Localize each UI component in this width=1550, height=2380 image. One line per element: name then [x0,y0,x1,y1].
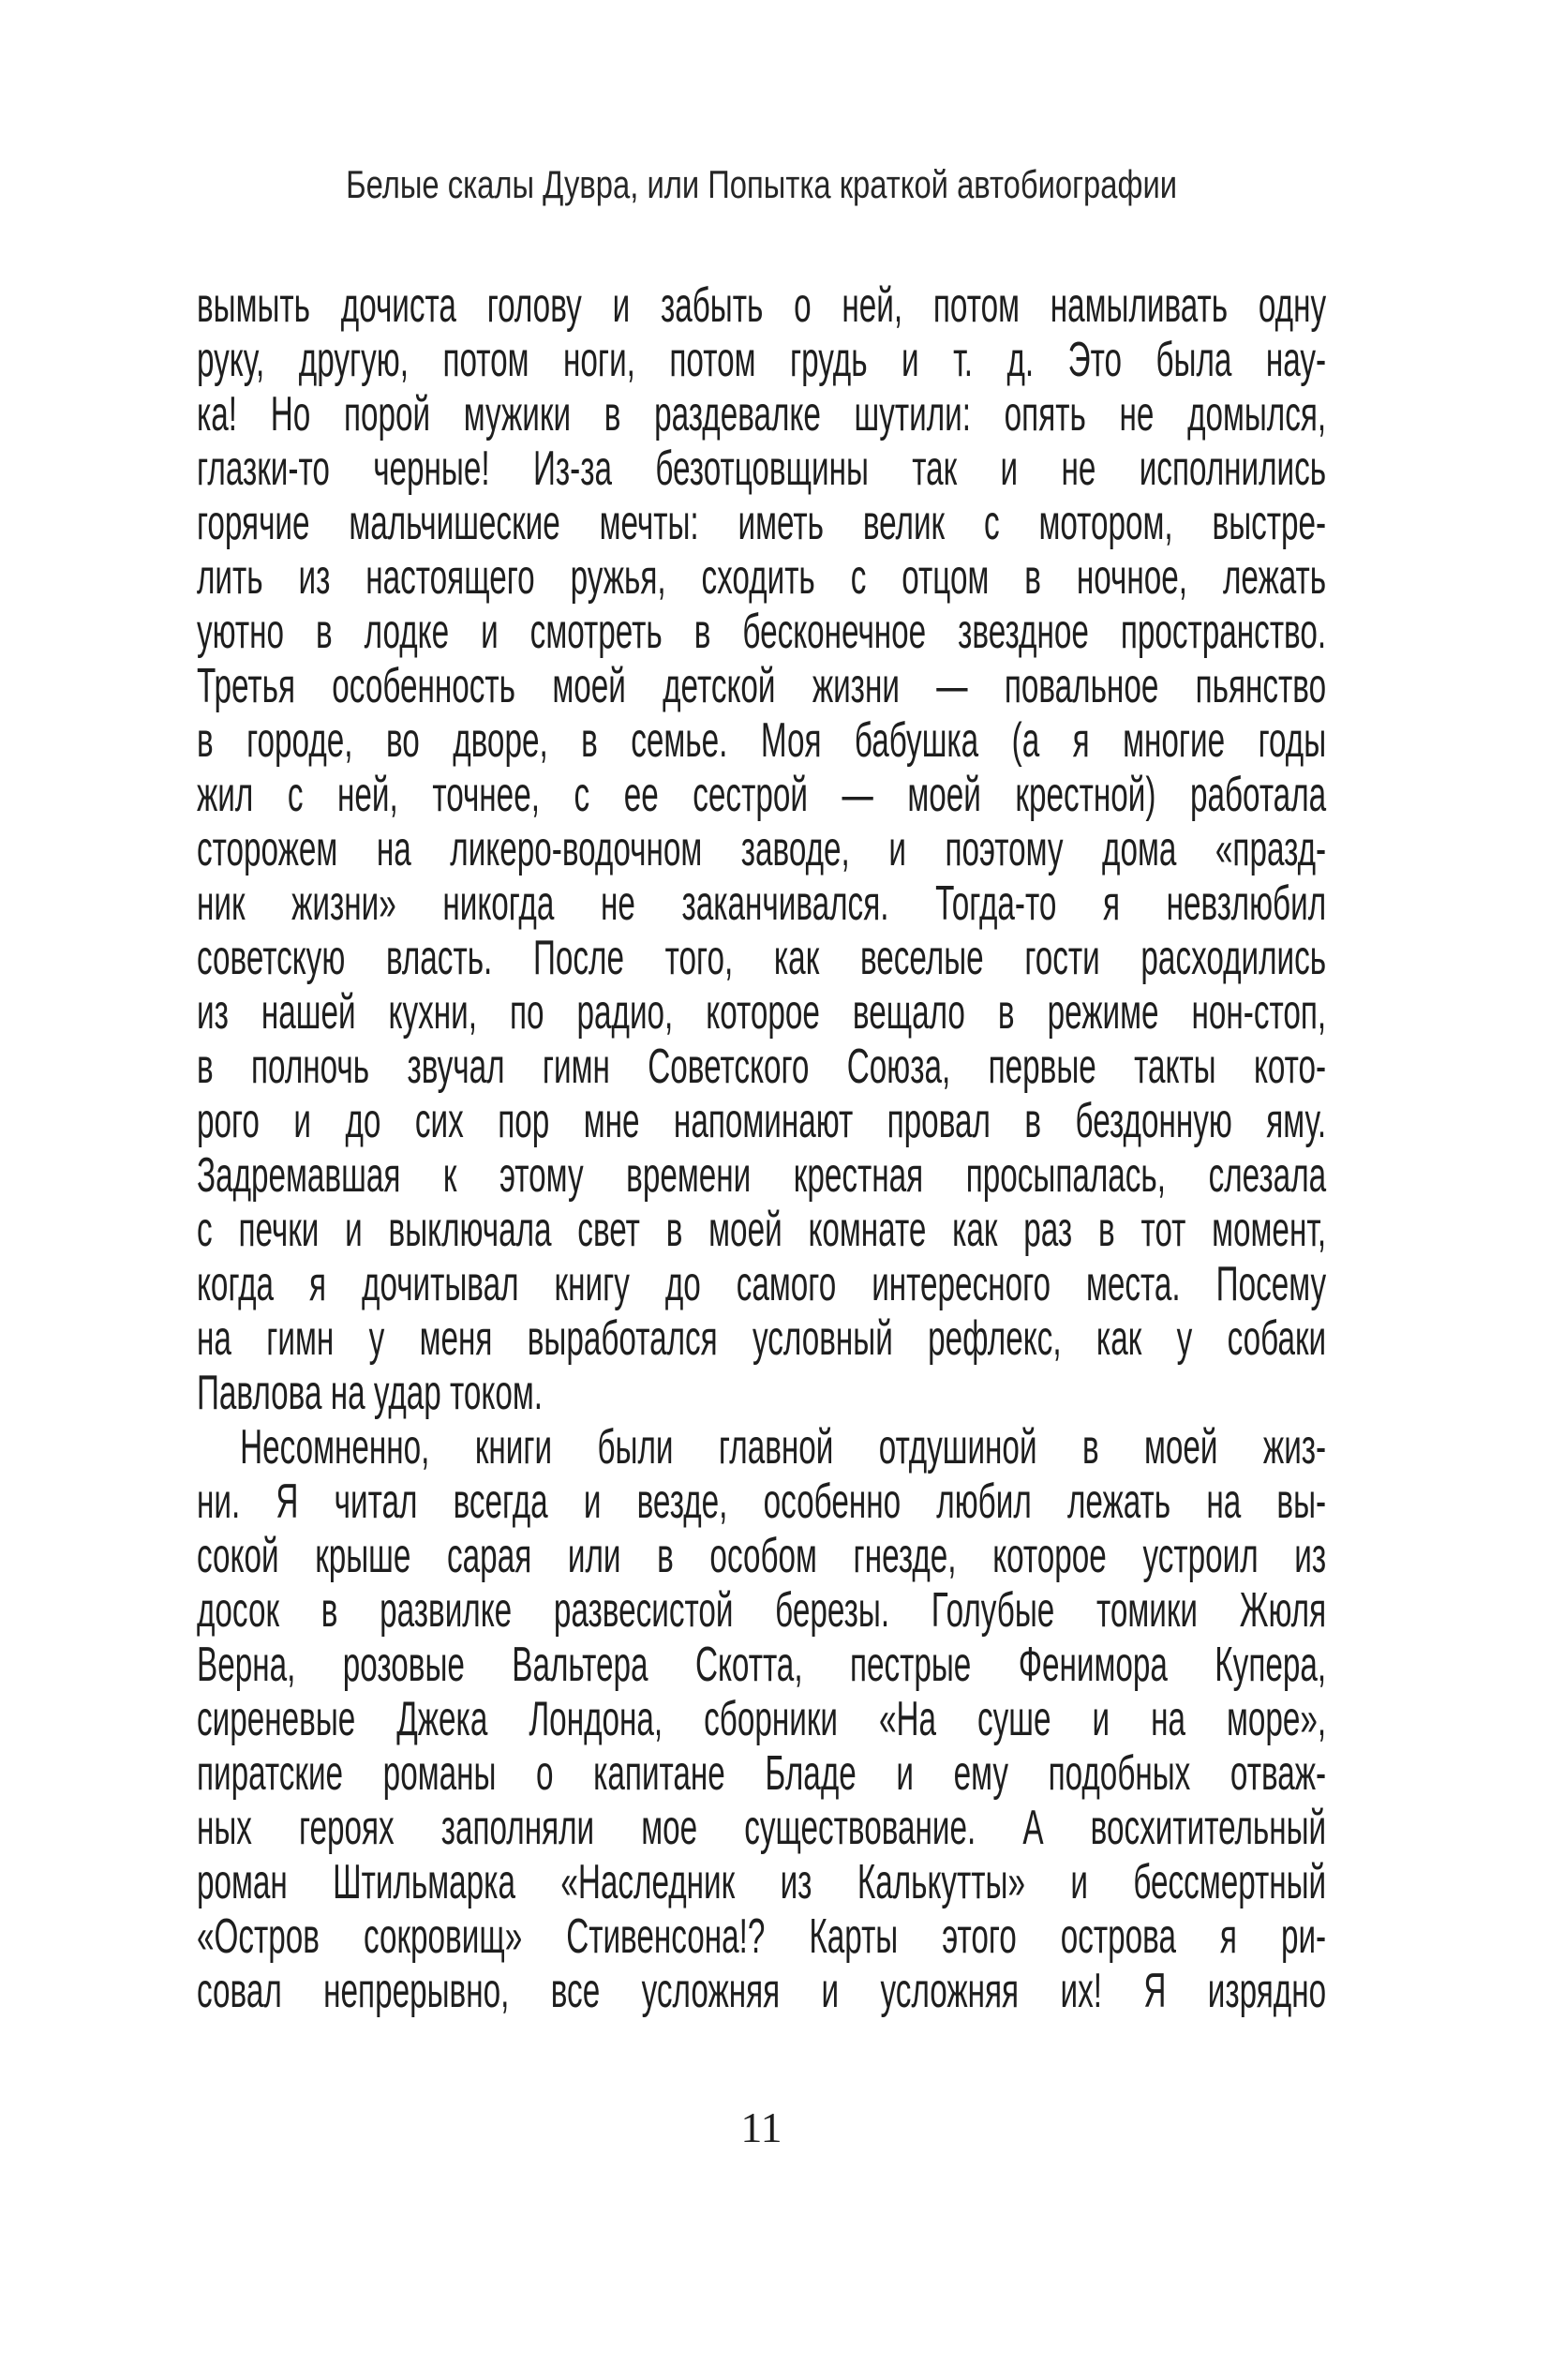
text-line: досок в развилке развесистой березы. Голубые томики Жюля [197,1583,1327,1638]
text-line: совал непрерывно, все усложняя и усложняя их! Я изрядно [197,1964,1327,2018]
text-line: на гимн у меня выработался условный рефлекс, как у собаки [197,1311,1327,1366]
text-line: лить из настоящего ружья, сходить с отцом в ночное, лежать [197,550,1327,605]
text-line: вымыть дочиста голову и забыть о ней, потом намыливать одну [197,278,1327,333]
text-line: рого и до сих пор мне напоминают провал в бездонную яму. [197,1094,1327,1148]
text-line: руку, другую, потом ноги, потом грудь и т. д. Это была нау- [197,333,1327,387]
page-number: 11 [740,2103,782,2151]
text-line: роман Штильмарка «Наследник из Калькутты» и бессмертный [197,1855,1327,1909]
running-header-text: Белые скалы Дувра, или Попытка краткой автобиографии [346,162,1177,206]
text-line: пиратские романы о капитане Бладе и ему подобных отваж- [197,1746,1327,1801]
text-line: советскую власть. После того, как веселые гости расходились [197,931,1327,985]
text-lines [197,278,1326,2018]
text-line: Третья особенность моей детской жизни — повальное пьянство [197,659,1327,713]
text-line: ка! Но порой мужики в раздевалке шутили: опять не домылся, [197,387,1327,442]
text-line: сторожем на ликеро-водочном заводе, и поэтому дома «празд- [197,822,1327,876]
text-line: жил с ней, точнее, с ее сестрой — моей крестной) работала [197,768,1327,822]
text-line: ни. Я читал всегда и везде, особенно любил лежать на вы- [197,1474,1327,1529]
text-line: глазки-то черные! Из-за безотцовщины так и не исполнились [197,442,1327,496]
text-line: ных героях заполняли мое существование. А восхитительный [197,1801,1327,1855]
text-line: сиреневые Джека Лондона, сборники «На суше и на море», [197,1692,1327,1746]
text-line: Павлова на удар током. [197,1366,544,1420]
text-line: «Остров сокровищ» Стивенсона!? Карты этого острова я ри- [197,1909,1327,1964]
text-line: в полночь звучал гимн Советского Союза, первые такты кото- [197,1040,1327,1094]
text-line: в городе, во дворе, в семье. Моя бабушка (а я многие годы [197,713,1327,768]
text-line: из нашей кухни, по радио, которое вещало в режиме нон-стоп, [197,985,1327,1040]
text-line: сокой крыше сарая или в особом гнезде, которое устроил из [197,1529,1327,1583]
text-line: Верна, розовые Вальтера Скотта, пестрые Фенимора Купера, [197,1638,1327,1692]
text-line: ник жизни» никогда не заканчивался. Тогда-то я невзлюбил [197,876,1327,931]
text-line: Задремавшая к этому времени крестная просыпалась, слезала [197,1148,1327,1203]
running-header [197,164,1326,205]
text-line: с печки и выключала свет в моей комнате как раз в тот момент, [197,1203,1327,1257]
body-text-block [197,278,1326,2018]
text-line: горячие мальчишеские мечты: иметь велик с мотором, выстре- [197,496,1327,550]
text-line: Несомненно, книги были главной отдушиной в моей жиз- [240,1420,1327,1474]
text-line: уютно в лодке и смотреть в бесконечное звездное пространство. [197,605,1327,659]
text-line: когда я дочитывал книгу до самого интересного места. Посему [197,1257,1327,1311]
